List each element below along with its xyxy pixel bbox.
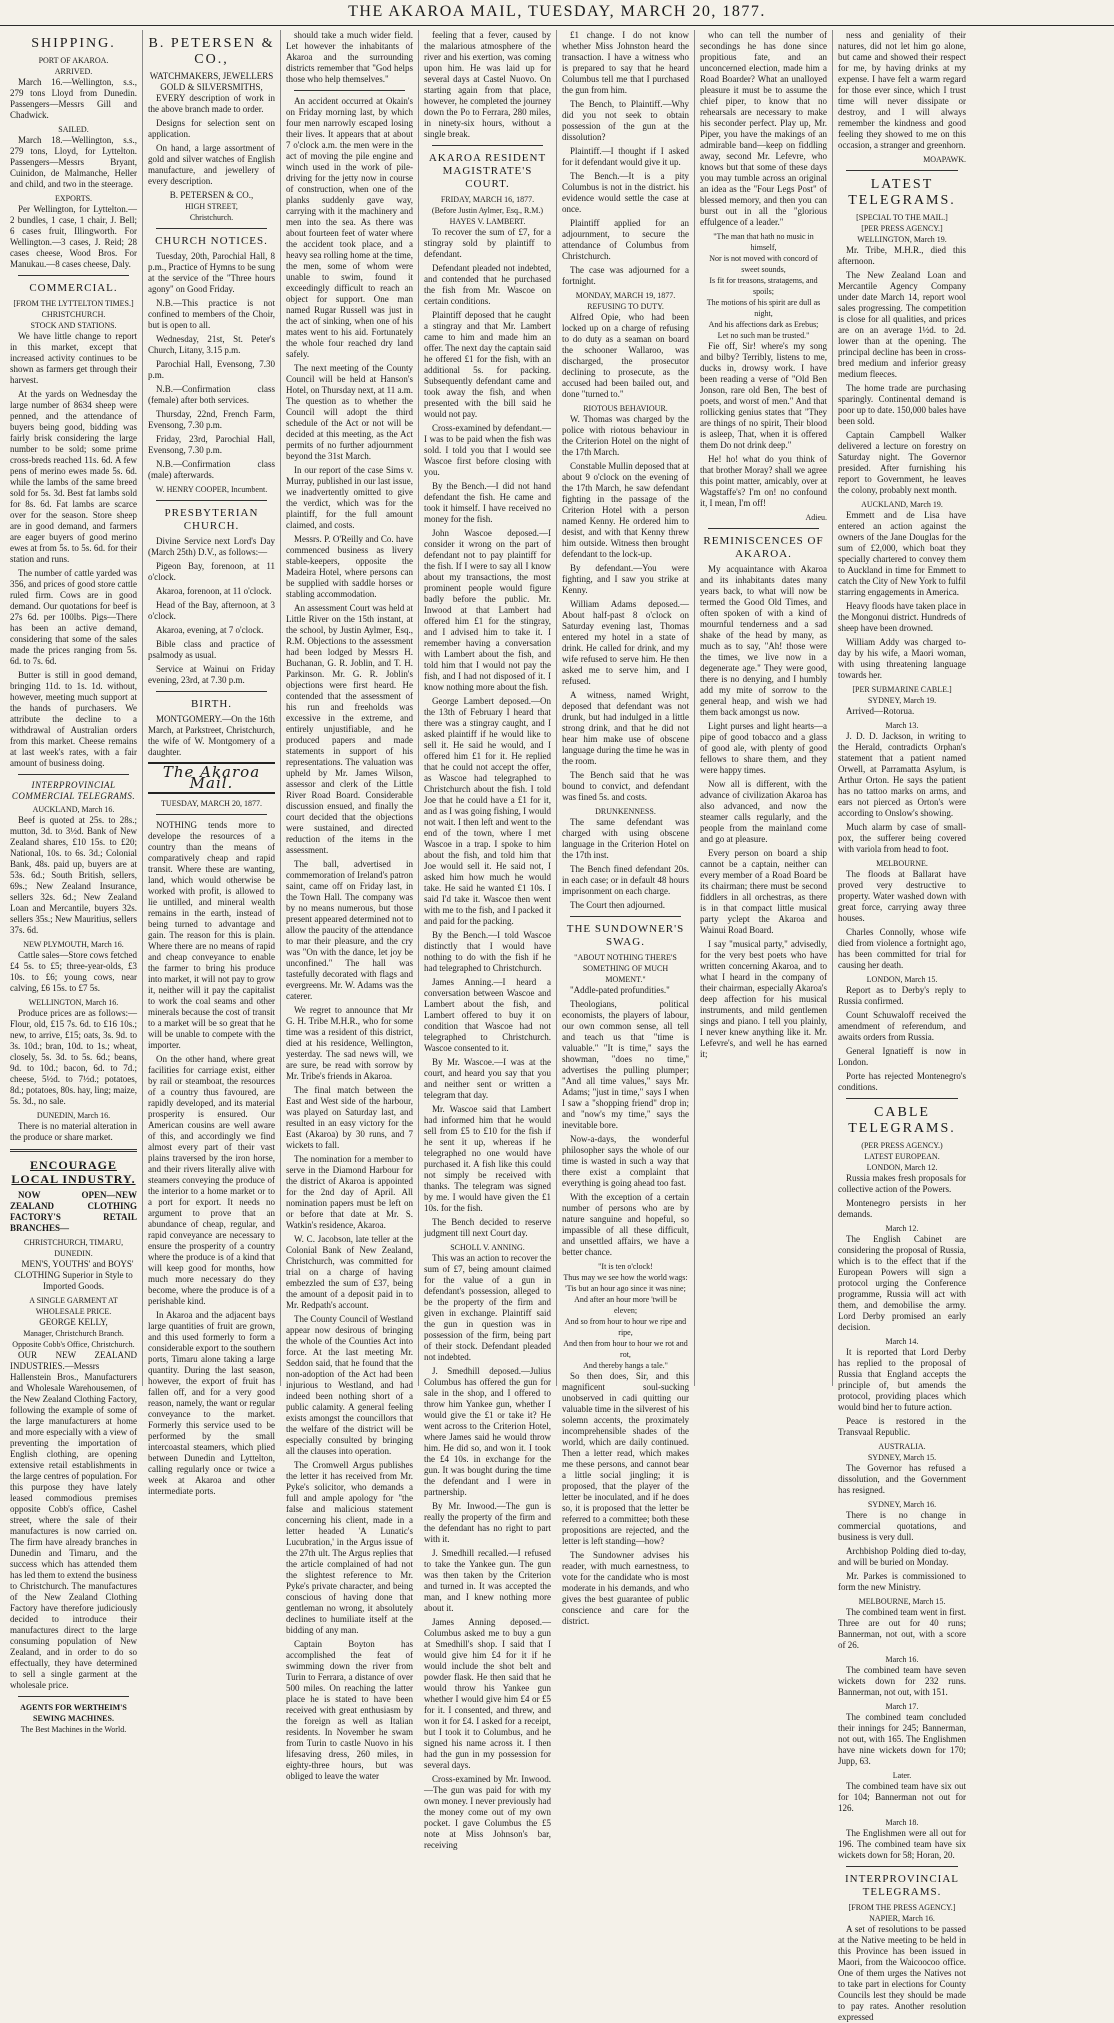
stock-text: The number of cattle yarded was 356, and prices of good store cattle ruled firm. Cows are in good demand. Our quotations for beef is 27s 6d. per 100lbs. Pigs—There has been an active demand, considering that some of the sales made the prices ranging from 5s. 6d. to 7s. 6d. bbox=[10, 568, 137, 666]
encourage-heading: ENCOURAGE LOCAL INDUSTRY. bbox=[11, 1158, 136, 1186]
stock-text: Butter is still in good demand, bringing 11d. to 1s. 1d. without, however, meeting much support at the hands of purchasers. We attribute the decline to a withdrawal of Australian orders from this market. Cheese remains at last week's rates, with a fair amount of business doing. bbox=[10, 670, 137, 768]
masthead bbox=[0, 0, 1114, 26]
church-text: Wednesday, 21st, St. Peter's Church, Litany, 3.15 p.m. bbox=[148, 334, 275, 355]
petersen-heading: B. PETERSEN & CO., bbox=[148, 36, 275, 67]
court-text: The Bench, to Plaintiff.—Why did you not seek to obtain possession of the gun at the dissolution? bbox=[562, 99, 689, 142]
column-6 bbox=[695, 30, 833, 1386]
clothing-line: MEN'S, YOUTHS' and BOYS' CLOTHING Superior in Style to Imported Goods. bbox=[14, 1259, 134, 1291]
shipping-heading: SHIPPING. bbox=[31, 36, 116, 51]
telegram-source: [PER SUBMARINE CABLE.] bbox=[852, 685, 952, 694]
court-date: MONDAY, MARCH 19, 1877. bbox=[575, 291, 676, 300]
column-5 bbox=[557, 30, 695, 1626]
factory-advert: NOW OPEN—NEW ZEALAND CLOTHING FACTORY'S RETAIL BRANCHES— bbox=[10, 1190, 137, 1233]
court-text: By Mr. Wascoe.—I was at the court, and heard you say that you and neither sent or written a telegram that day. bbox=[424, 1057, 551, 1100]
manager-address: Opposite Cobb's Office, Christchurch. bbox=[12, 1340, 135, 1349]
telegram-text: Archbishop Polding died to-day, and will be buried on Monday. bbox=[838, 1546, 966, 1567]
interprovincial-heading: INTERPROVINCIAL TELEGRAMS. bbox=[845, 1873, 959, 1898]
telegram-source: [PER PRESS AGENCY.] bbox=[861, 224, 943, 233]
paper-date: TUESDAY, MARCH 20, 1877. bbox=[161, 799, 262, 808]
market-text: There is no material alteration in the produce or share market. bbox=[10, 1121, 137, 1142]
swag-heading: THE SUNDOWNER'S SWAG. bbox=[566, 923, 685, 948]
court-text: The Bench said that he was bound to convict, and defendant was fined 5s. and costs. bbox=[562, 770, 689, 802]
dateline: MELBOURNE. bbox=[876, 859, 928, 868]
paper-nameplate: The Akaroa Mail. bbox=[148, 762, 275, 794]
petersen-text: On hand, a large assortment of gold and silver watches of English manufacture, and jewellery of every description. bbox=[148, 143, 275, 186]
dateline: AUCKLAND, March 19. bbox=[861, 500, 943, 509]
column-3 bbox=[281, 30, 419, 1781]
columns bbox=[5, 30, 1109, 2022]
poem-line: And so from hour to hour we ripe and ripe, bbox=[564, 1317, 687, 1337]
poem-line: Nor is not moved with concord of sweet sounds, bbox=[709, 254, 818, 274]
telegram-text: The combined team have six out for 104; Bannerman not out for 126. bbox=[838, 1781, 966, 1813]
telegram-text: It is reported that Lord Derby has replied to the proposal of Russia that England accepts the principle of, but amends the protocol, providing places which would bind her to future action. bbox=[838, 1347, 966, 1412]
petersen-city: Christchurch. bbox=[189, 213, 234, 222]
petersen-signature: B. PETERSEN & CO., bbox=[169, 190, 254, 200]
presbyterian-heading: PRESBYTERIAN CHURCH. bbox=[164, 507, 259, 532]
court-text: £1 change. I do not know whether Miss Johnston heard the transaction. I have a witness who is prepared to say that he heard Columbus tell me that I purchased the gun from him. bbox=[562, 30, 689, 95]
telegram-text: The combined team have seven wickets down for 232 runs. Bannerman, not out, with 151. bbox=[838, 1665, 966, 1697]
dateline: WELLINGTON, March 19. bbox=[857, 235, 947, 244]
news-item: An assessment Court was held at Little River on the 15th instant, at the school, by Justin Aylmer, Esq., R.M. Objections to the assessment had been lodged by Messrs H. Buchanan, G. R. Joblin, and T. H. Parkinson. Mr. G. R. Joblin's objections were first heard. He contended that the assessment of his run and freeholds was excessive in the extreme, and entirely unjustifiable, and he produced papers and made statements in support of his representations. The valuation was upheld by Mr. James Wilson, assessor and clerk of the Little River Road Board. Considerable discussion ensued, and finally the court decided that the objections were sustained, and directed reduction of the items in the assessment. bbox=[286, 603, 413, 855]
telegram-text: The English Cabinet are considering the proposal of Russia, which is to the effect that if the European Powers will sign a protocol urging the Conference programme, Russia will act with them, and demobilise the army. Lord Derby promised an early decision. bbox=[838, 1234, 966, 1332]
telegram-text: William Addy was charged to-day by his wife, a Maori woman, with using threatening language towards her. bbox=[838, 637, 966, 680]
church-text: N.B.—This practice is not confined to members of the Choir, but is open to all. bbox=[148, 298, 275, 330]
telegram-text: Montenegro persists in her demands. bbox=[838, 1198, 966, 1219]
news-item: An accident occurred at Okain's on Friday morning last, by which four men narrowly escaped losing their lives. It appears that at about 7 o'clock a.m. the men were in the act of moving the pile engine and winch used in the work of pile-driving for the jetty now in course of construction, when one of the planks suddenly gave way, carrying with it the machinery and men into the sea. As there was about fourteen feet of water where the accident took place, and a heavy sea rolling home at the time, the men, some of whom were unable to swim, found it exceedingly difficult to reach an object for support. One man named Rugar Russell was just in the act of sinking, when one of his mates went to his aid. Fortunately the whole four reached dry land safely. bbox=[286, 96, 413, 359]
dateline: March 18. bbox=[885, 1818, 919, 1827]
port-heading: PORT OF AKAROA. bbox=[38, 56, 109, 65]
divider bbox=[570, 916, 681, 917]
dateline: SYDNEY, March 16. bbox=[867, 1500, 937, 1509]
commercial-heading: COMMERCIAL. bbox=[29, 282, 118, 294]
news-item: Messrs. P. O'Reilly and Co. have commenced business as livery stable-keepers, opposite the Madeira Hotel, where persons can be supplied with saddle horses or stabling accommodation. bbox=[286, 534, 413, 599]
news-item: The next meeting of the County Council will be held at Hanson's Hotel, on Thursday next, at 11 a.m. The question as to whether the Council will adopt the third schedule of the Act or not will be decided at this meeting, as the Act permits of no further adjournment beyond the 31st March. bbox=[286, 363, 413, 461]
agents-heading: AGENTS FOR WERTHEIM'S SEWING MACHINES. bbox=[20, 1703, 127, 1723]
australia-heading: AUSTRALIA. bbox=[878, 1442, 926, 1451]
telegram-text: Much alarm by case of small-pox, the sufferer being covered with variola from head to foot. bbox=[838, 822, 966, 854]
dateline: LONDON, March 12. bbox=[866, 1163, 938, 1172]
news-item: In our report of the case Sims v. Murray, published in our last issue, we inadvertently omitted to give the verdict, which was for the plaintiff, for the full amount claimed, and costs. bbox=[286, 465, 413, 530]
court-text: By defendant.—You were fighting, and I saw you strike at Kenny. bbox=[562, 563, 689, 595]
dateline: March 16. bbox=[885, 1655, 919, 1664]
case-title: SCHOLL V. ANNING. bbox=[450, 1243, 525, 1252]
latest-telegrams-heading: LATEST TELEGRAMS. bbox=[848, 177, 956, 208]
court-text: J. Smedhill recalled.—I refused to take the Yankee gun. The gun was then taken by the Criterion and turned in. It was accepted the man, and I knew nothing more about it. bbox=[424, 1548, 551, 1613]
presbyterian-text: Divine Service next Lord's Day (March 25th) D.V., as follows:— bbox=[148, 536, 275, 557]
presbyterian-text: Bible class and practice of psalmody as usual. bbox=[148, 639, 275, 660]
divider bbox=[846, 1866, 958, 1867]
case-title: HAYES V. LAMBERT. bbox=[449, 217, 526, 226]
wholesale-line: A SINGLE GARMENT AT WHOLESALE PRICE. bbox=[29, 1296, 118, 1316]
presbyterian-text: Akaroa, evening, at 7 o'clock. bbox=[156, 625, 264, 635]
court-text: George Lambert deposed.—On the 13th of February I heard that there was a stingray caught, and I asked plaintiff if he would like to sell it. He said he would, and I offered him £1 for it. He replied that he could not accept the offer, as Wascoe had telegraphed to Christchurch about the fish. I told Joe that he could have a £1 for it, and as I was going fishing, I would not wait. I then left and went to the end of the town, where I met Wascoe in a trap. I spoke to him about the fish, and told him that Joe would sell it. He said not, I asked him how much he would take. He said he wanted £1 10s. I said I'd take it. Wascoe then went with me to the fish, and I packed it and paid for the packing. bbox=[424, 696, 551, 926]
reminiscences-text: Now all is different, with the advance of civilization Akaroa has also advanced, and now the steamer calls regularly, and the people from the mainland come and go at pleasure. bbox=[700, 779, 827, 844]
poem-line: 'Tis but an hour ago since it was nine; bbox=[565, 1284, 686, 1293]
telegram-text: The Englishmen were all out for 196. The combined team have six wickets down for 58; Horan, 20. bbox=[838, 1828, 966, 1860]
telegram-text: Heavy floods have taken place in the Mongonui district. Hundreds of sheep have been drowned. bbox=[838, 601, 966, 633]
telegram-text: Emmett and de Lisa have entered an action against the owners of the Jane Douglas for the sum of £2,000, which boat they specially chartered to convey them to Auckland in time for Emmett to catch the City of New York to fulfil starring engagements in America. bbox=[838, 510, 966, 597]
presbyterian-text: Head of the Bay, afternoon, at 3 o'clock. bbox=[148, 600, 275, 621]
court-text: A witness, named Wright, deposed that defendant was not drunk, but had indulged in a little strong drink, and that he did not hear him make use of obscene language during the time he was in the room. bbox=[562, 690, 689, 766]
court-before: (Before Justin Aylmer, Esq., R.M.) bbox=[431, 206, 544, 215]
court-text: Cross-examined by Mr. Inwood.—The gun was paid for with my own money. I never previously had the money come out of my own pocket. I gave Columbus the £5 note at Miss Johnson's bar, receiving bbox=[424, 1774, 551, 1850]
market-text: Beef is quoted at 25s. to 28s.; mutton, 3d. to 3½d. Bank of New Zealand shares, £10 15s. to £20; National, 10s. to 6s. 3d.; Colonial Bank, 48s. paid up, buyers are at 53s. 6d.; South British, sellers, 69s.; New Zealand Insurance, sellers 32s. 6d.; New Zealand Loan and Mercantile, buyers 32s. sellers 35s.; New Mauritius, sellers 37s. 6d. bbox=[10, 815, 137, 935]
telegram-text: The combined team concluded their innings for 245; Bannerman, not out, with 165. The Englishmen have nine wickets down for 170; Jupp, 63. bbox=[838, 1712, 966, 1766]
telegram-text: A set of resolutions to be passed at the Native meeting to be held in this Province has been issued in Maori, from the Waicoocoo office. One of them urges the Natives not to take part in elections for County Councils lest they should be made to pay rates. Another resolution expressed bbox=[838, 1924, 966, 2022]
telegram-source: [SPECIAL TO THE MAIL.] bbox=[856, 213, 948, 222]
court-text: James Anning deposed.—Columbus asked me to buy a gun at Smedhill's shop. I said that I would give him £4 for it if he would include the shot belt and powder flask. He then said that he would throw his Yankee gun whether I would give him £4 or £5 for it. I consented, and threw, and won it for £4. I asked for a receipt, but I took it to Columbus, and he signed his name across it. I then had the gun in my possession for several days. bbox=[424, 1617, 551, 1770]
petersen-sub: WATCHMAKERS, JEWELLERS GOLD & SILVERSMITHS, bbox=[149, 71, 274, 92]
court-heading: AKAROA RESIDENT MAGISTRATE'S COURT. bbox=[428, 152, 547, 190]
telegram-text: Mr. Tribe, M.H.R., died this afternoon. bbox=[838, 245, 966, 266]
column-4 bbox=[419, 30, 557, 1850]
petersen-text: EVERY description of work in the above branch made to order. bbox=[148, 93, 275, 114]
commercial-source: [FROM THE LYTTELTON TIMES.] bbox=[13, 299, 134, 308]
swag-subheading: "ABOUT NOTHING THERE'S SOMETHING OF MUCH MOMENT." bbox=[574, 953, 677, 984]
telegram-text: Mr. Parkes is commissioned to form the new Ministry. bbox=[838, 1571, 966, 1592]
presbyterian-text: Service at Wainui on Friday evening, 23rd, at 7.30 p.m. bbox=[148, 664, 275, 685]
dateline: DUNEDIN, March 16. bbox=[36, 1111, 111, 1120]
court-text: John Wascoe deposed.—I consider it wrong on the part of defendant not to pay plaintiff for the fish. If I were to say all I know about my transactions, the most prominent people would figure badly before the public. Mr. Inwood at that Lambert had offered him £1 for the stingray, and I advised him to take it. I remember having a conversation with Lambert about the fish, and told him that I would not pay the fish, and I had not disposed of it. I know nothing more about the fish. bbox=[424, 528, 551, 692]
news-item: We regret to announce that Mr G. H. Tribe M.H.R., who for some time was a resident of this district, died at his residence, Wellington, yesterday. The sad news will, we are sure, be read with sorrow by Mr. Tribe's friends in Akaroa. bbox=[286, 1005, 413, 1081]
court-text: The Bench.—It is a pity Columbus is not in the district. his evidence would settle the case at once. bbox=[562, 171, 689, 214]
exports-text: Per Wellington, for Lyttelton.—2 bundles, 1 case, 1 chair, J. Bell; 6 cases fruit, Illingworth. For Wellington.—3 cases, J. Reid; 28 cases cheese, Wood Bros. For Manukau.—8 cases cheese, Daly. bbox=[10, 204, 137, 269]
news-item: The final match between the East and West side of the harbour, was played on Saturday last, and resulted in an easy victory for the East (Akaroa) by 30 runs, and 7 wickets to fall. bbox=[286, 1085, 413, 1150]
petersen-text: Designs for selection sent on application. bbox=[148, 118, 275, 139]
stock-text: At the yards on Wednesday the large number of 8634 sheep were penned, and the attendance of buyers being good, bidding was fairly brisk considering the large number to be sold; some prime cross-breds reached 11s. 6d. A few pens of merino ewes made 5s. 6d. while the lambs of the same breed sold for 5s. 3d. Best fat lambs sold for 8s. 6d. Fat lambs are scarce over for the season. Store sheep are in good demand, and farmers are eager buyers of good merino ewes at from 5s. to 5s. 6d. for their station and runs. bbox=[10, 389, 137, 564]
swag-text: Theologians, political economists, the players of labour, our own common sense, all tell and teach us that "time is valuable." "It is time," says the showman, "does no time," advertises the pulling plumper; "And all time values," says Mr. Adams; "just in time," says I when I saw a "shopping friend" drop in; and "now's my time," says the inevitable bore. bbox=[562, 999, 689, 1130]
divider bbox=[156, 691, 267, 692]
column-7 bbox=[833, 30, 971, 2022]
court-text: The same defendant was charged with using obscene language in the Criterion Hotel on the 17th inst. bbox=[562, 817, 689, 860]
poem-line: Let no such man be trusted." bbox=[717, 331, 810, 340]
poem-line: And then from hour to hour we rot and rot, bbox=[563, 1339, 688, 1359]
poem-line: Is fit for treasons, stratagems, and spoils; bbox=[709, 276, 818, 296]
divider bbox=[10, 1149, 137, 1152]
poem-line: And his affections dark as Erebus; bbox=[708, 320, 819, 329]
stock-heading: STOCK AND STATIONS. bbox=[30, 321, 117, 330]
dateline: SYDNEY, March 19. bbox=[867, 696, 937, 705]
manager-role: Manager, Christchurch Branch. bbox=[23, 1329, 124, 1338]
reminiscences-text: Every person on board a ship cannot be a captain, neither can every member of a Road Board be its chairman; there must be second fiddlers in all orchestras, as there is in that compact little musical party yclept the Akaroa and Wainui Road Board. bbox=[700, 848, 827, 935]
swag-text: "Addle-pated profundities." bbox=[570, 985, 670, 995]
telegram-text: There is no change in commercial quotations, and business is very dull. bbox=[838, 1510, 966, 1542]
manager-name: GEORGE KELLY, bbox=[39, 1317, 108, 1327]
intercolonial-heading: INTERPROVINCIAL COMMERCIAL TELEGRAMS. bbox=[11, 780, 136, 801]
divider bbox=[18, 774, 129, 775]
poem-line: "It is ten o'clock! bbox=[598, 1262, 653, 1271]
news-item: Captain Boyton has accomplished the feat of swimming down the river from Turin to Ferrara, a distance of over 500 miles. On reaching the latter place he is stated to have been received with great enthusiasm by the foreign as well as Italian residents. In November he swam from Turin to castle Nuovo in his lifesaving dress, 260 miles, in eighty-three hours, but was obliged to leave the water bbox=[286, 1639, 413, 1781]
divider bbox=[846, 1098, 958, 1099]
divider bbox=[18, 275, 129, 276]
telegram-text: Count Schuwaloff received the amendment of referendum, and awaits orders from Russia. bbox=[838, 1010, 966, 1042]
court-text: Constable Mullin deposed that at about 9 o'clock on the evening of the 17th March, he saw defendant fighting in the passage of the Criterion Hotel with a person named Kenny. He ordered him to desist, and with that Kenny threw him outside. Witness then brought defendant to the lock-up. bbox=[562, 461, 689, 559]
poem-line: The motions of his spirit are dull as night, bbox=[706, 298, 821, 318]
telegram-text: Arrived—Rotorua. bbox=[846, 706, 915, 716]
court-text: Plaintiff deposed that he caught a stingray and that Mr. Lambert came to him and made him an offer. The next day the captain said he offered £1 for the fish, with an additional 5s. for packing. Subsequently defendant came and took away the fish, and when presented with the bill said he would not pay. bbox=[424, 310, 551, 419]
presbyterian-text: Akaroa, forenoon, at 11 o'clock. bbox=[156, 586, 272, 596]
petersen-address: HIGH STREET, bbox=[185, 202, 238, 211]
telegram-source: [FROM THE PRESS AGENCY.] bbox=[848, 1903, 956, 1912]
news-item: The nomination for a member to serve in the Diamond Harbour for the district of Akaroa is appointed for the 2nd day of April. All nomination papers must be left on or before that date at Mr. S. Watkin's residence, Akaroa. bbox=[286, 1154, 413, 1230]
telegram-text: The combined team went in first. Three are out for 40 runs; Bannerman, not out, with a score of 26. bbox=[838, 1607, 966, 1650]
market-text: Produce prices are as follows:—Flour, old, £15 7s. 6d. to £16 10s.; new, to arrive, £15; oats, 3s. 9d. to 3s. 10d.; bran, 10d. to 1s.; wheat, closely, 5s. 3d. to 5s. 6d.; beans, 9d. to 10d.; bacon, 6d. to 7d.; cheese, 5½d. to 7½d.; potatoes, 8d.; potatoes, 80s. hay, ling; maize, 5s. 3d., no sale. bbox=[10, 1008, 137, 1106]
case-title: RIOTOUS BEHAVIOUR. bbox=[583, 404, 668, 413]
arrived-heading: ARRIVED. bbox=[54, 67, 93, 76]
leader-text: NOTHING tends more to develope the resources of a country than the means of comparatively cheap and rapid transit. Where these are wanting, land, which would otherwise be worked with profit, is allowed to lie untilled, and mineral wealth remains in the earth, instead of being turned to advantage and gain. The reason for this is plain. Where there are no means of rapid and cheap conveyance to enable the farmer to bring his produce into market, it will not pay to grow it, neither will it pay the capitalist to work the coal seams and other minerals because the cost of transit to a market will be so great that he will be unable to compete with the importer. bbox=[148, 820, 275, 1050]
court-text: By Mr. Inwood.—The gun is really the property of the firm and the defendant has no right to part with it. bbox=[424, 1501, 551, 1544]
dateline: WELLINGTON, March 16. bbox=[28, 998, 119, 1007]
swag-text: who can tell the number of secondings he has done since propitious fate, and an unconcerned election, made him a Road Boarder? What an unalloyed pleasure it must be to assume the chief piper, to know that no rehearsals are necessary to make his seconder perfect. Play up, Mr. Piper, you have the makings of an admirable band—keep on fiddling away, second Mr. Lefevre, who knows but that some of these days you may tumble across an original an idea as the "Four Legs Post" of blessed memory, and then you can burst out in all the "glorious effulgence of a leader." bbox=[700, 30, 827, 227]
telegram-text: Peace is restored in the Transvaal Republic. bbox=[838, 1416, 966, 1437]
factory-places: CHRISTCHURCH, TIMARU, DUNEDIN. bbox=[23, 1238, 124, 1258]
court-text: Alfred Opie, who had been locked up on a charge of refusing to do duty as a seaman on board the schooner Wallaroo, was discharged, the prosecutor declining to prosecute, as the accused had been bailed out, and done "turned to." bbox=[562, 312, 689, 399]
dateline: AUCKLAND, March 16. bbox=[32, 805, 115, 814]
court-text: James Anning.—I heard a conversation between Wascoe and Lambert about the fish, and Lambert offered to buy it on condition that Wascoe had not telegraphed to Christchurch. Wascoe consented to it. bbox=[424, 977, 551, 1053]
factory-text: OUR NEW ZEALAND INDUSTRIES.—Messrs Hallenstein Bros., Manufacturers and Wholesale Warehousemen, of the New Zealand Clothing Factory, following the example of some of the large manufacturers at home and more especially with a view of preventing the importation of English clothing, are opening extensive retail establishments in the large centres of population. For this purpose they have lately leased commodious premises opposite Cobb's office, Cashel street, where the sale of their manufactures is now carried on. The firm have already branches in Dunedin and Timaru, and the success which has attended them has led them to extend the business to Christchurch. The manufactures of the New Zealand Clothing Factory have therefore judiciously decided to introduce their manufactures direct to the large consuming population of New Zealand, and in order to do so effectually, they have determined to sell a single garment at the wholesale price. bbox=[10, 1350, 137, 1690]
swag-text: Now-a-days, the wonderful philosopher says the whole of our time is wasted in such a way that there exist a complaint that everything is going ahead too fast. bbox=[562, 1134, 689, 1188]
court-text: To recover the sum of £7, for a stingray sold by plaintiff to defendant. bbox=[424, 227, 551, 259]
telegram-text: J. D. D. Jackson, in writing to the Herald, contradicts Orphan's statement that a patient named Orwell, at Parramatta Asylum, is Arthur Orton. He says the patient has no tattoo marks on arms, and ears not pierced as Orton's were according to Onslow's showing. bbox=[838, 731, 966, 818]
court-text: Cross-examined by defendant.—I was to be paid when the fish was sold. I told you that I would see Wascoe first before closing with you. bbox=[424, 423, 551, 477]
divider bbox=[708, 528, 819, 529]
divider bbox=[156, 500, 267, 501]
court-text: The Bench fined defendant 20s. in each case; or in default 48 hours imprisonment on each charge. bbox=[562, 864, 689, 896]
reminiscences-signature: MOAPAWK. bbox=[923, 155, 966, 164]
reminiscences-text: ness and geniality of their natures, did not let him go alone, but came and showed their respect for me, by having drinks at my expense. I have felt a warm regard for those ever since, which I trust time will never dissipate or destroy, and I will always remember the kindness and good feeling they showed to me on this occasion, a stranger and greenhorn. bbox=[838, 30, 966, 150]
poem-line: And thereby hangs a tale." bbox=[583, 1361, 668, 1370]
sailed-text: March 18.—Wellington, s.s., 279 tons, Lloyd, for Lyttelton. Passengers—Messrs Bryant, Cuinidon, de Malmanche, Heller and child, and two in the steerage. bbox=[10, 135, 137, 189]
telegram-text: Charles Connolly, whose wife died from violence a fortnight ago, has been committed for trial for causing her death. bbox=[838, 927, 966, 970]
poem-line: "The man that hath no music in himself, bbox=[713, 232, 814, 252]
dateline: March 13. bbox=[885, 721, 919, 730]
telegram-text: The home trade are purchasing sparingly. Continental demand is poor up to date. 150,000 bales have been sold. bbox=[838, 383, 966, 426]
telegram-text: The floods at Ballarat have proved very destructive to property. Water washed down with great force, carrying away three houses. bbox=[838, 869, 966, 923]
church-text: Friday, 23rd, Parochial Hall, Evensong, 7.30 p.m. bbox=[148, 434, 275, 455]
divider bbox=[156, 228, 267, 229]
reminiscences-heading: REMINISCENCES OF AKAROA. bbox=[703, 535, 824, 560]
church-heading: CHURCH NOTICES. bbox=[155, 235, 268, 247]
church-text: N.B.—Confirmation class (female) after both services. bbox=[148, 384, 275, 405]
court-text: By the Bench.—I did not hand defendant the fish. He came and took it himself. I have received no money for the fish. bbox=[424, 481, 551, 524]
divider bbox=[294, 90, 405, 91]
divider bbox=[156, 814, 267, 815]
dateline: LONDON, March 15. bbox=[866, 975, 938, 984]
swag-text: Fie off, Sir! where's my song and bilby? Terribly, listens to me, ducks in, drowsy work. I have been reading a verse of "Old Ben Jonson, rare old Ben, The best of poets, and worst of men." And that rollicking genius states that "They are things of no spirit, Their blood is asleep, That, when it is offered them Do not drink deep." bbox=[700, 341, 827, 450]
court-text: Plaintiff applied for an adjournment, to secure the attendance of Columbus from Christchurch. bbox=[562, 218, 689, 261]
telegram-text: Captain Campbell Walker delivered a lecture on forestry on Saturday night. The Governor presided. After furnishing his report to Government, he leaves the colony, probably next month. bbox=[838, 430, 966, 495]
telegram-source: (PER PRESS AGENCY.) bbox=[861, 1141, 943, 1150]
market-text: Cattle sales—Store cows fetched £4 5s. to £5; three-year-olds, £3 10s. to £6; young cows, near calving, £6 15s. to £7 5s. bbox=[10, 950, 137, 993]
dateline: SYDNEY, March 15. bbox=[867, 1453, 937, 1462]
swag-text: He! ho! what do you think of that brother Moray? shall we agree this point matter, amicably, over at Wagstaffe's? I'm on! no confound it, I mean, I'm off! bbox=[700, 454, 827, 508]
dateline: NAPIER, March 16. bbox=[869, 1914, 935, 1923]
church-text: Parochial Hall, Evensong, 7.30 p.m. bbox=[148, 359, 275, 380]
christchurch-heading: CHRISTCHURCH. bbox=[41, 310, 106, 319]
news-item: feeling that a fever, caused by the malarious atmosphere of the river and his exertion, was coming upon him. He was laid up for several days at Castel Nuovo. On starting again from that place, however, he completed the journey down the Po to Ferrara, 280 miles, in ninety-six hours, without a single break. bbox=[424, 30, 551, 139]
court-text: Plaintiff.—I thought if I asked for it defendant would give it up. bbox=[562, 146, 689, 167]
birth-text: MONTGOMERY.—On the 16th March, at Parkstreet, Christchurch, the wife of W. Montgomery of a daughter. bbox=[148, 714, 275, 757]
court-text: The Bench decided to reserve judgment till next Court day. bbox=[424, 1217, 551, 1238]
court-text: W. Thomas was charged by the police with riotous behaviour in the Criterion Hotel on the night of the 17th March. bbox=[562, 414, 689, 457]
dateline: NEW PLYMOUTH, March 16. bbox=[23, 940, 124, 949]
dateline: March 14. bbox=[885, 1337, 919, 1346]
masthead-title: THE AKAROA MAIL, TUESDAY, MARCH 20, 1877. bbox=[348, 3, 766, 20]
dateline: MELBOURNE, March 15. bbox=[858, 1597, 946, 1606]
news-item: The ball, advertised in commemoration of Ireland's patron saint, came off on Friday last, in the Town Hall. The company was by no means numerous, but those present appeared determined not to allow the paucity of the attendance to mar their pleasure, and the cry was "On with the dance, let joy be unconfined." The hall was tastefully decorated with flags and evergreens. Mr. W. Adams was the caterer. bbox=[286, 859, 413, 1001]
church-text: Tuesday, 20th, Parochial Hall, 8 p.m., Practice of Hymns to be sung at the service of the "Three hours agony" on Good Friday. bbox=[148, 251, 275, 294]
reminiscences-text: Light purses and light hearts—a pipe of good tobacco and a glass of good ale, with plenty of good fellows to share them, and they were happy times. bbox=[700, 721, 827, 775]
exports-heading: EXPORTS. bbox=[54, 194, 93, 203]
reminiscences-text: My acquaintance with Akaroa and its inhabitants dates many years back, to what will now be termed the Good Old Times, and often spoken of with a kind of mournful tenderness and a sad shake of the head by many, as much as to say, "Ah! those were the times, we live now in a degenerate age." They were good, there is no denying, and I humbly add my mite of sorrow to the general heap, and wish we had them back amongst us now. bbox=[700, 564, 827, 717]
dateline: March 17. bbox=[885, 1702, 919, 1711]
telegram-text: The Governor has refused a dissolution, and the Government has resigned. bbox=[838, 1463, 966, 1495]
church-text: N.B.—Confirmation class (male) afterwards. bbox=[148, 459, 275, 480]
telegram-text: General Ignatieff is now in London. bbox=[838, 1046, 966, 1067]
agents-sub: The Best Machines in the World. bbox=[20, 1725, 127, 1734]
court-text: The Court then adjourned. bbox=[570, 900, 665, 910]
divider bbox=[846, 170, 958, 171]
court-text: William Adams deposed.—About half-past 8 o'clock on Saturday evening last, Thomas entered my hotel in a state of drink. He called for drink, and my wife refused to serve him. He then asked me to serve him, and I refused. bbox=[562, 599, 689, 686]
reminiscences-text: I say "musical party," advisedly, for the very best poets who have written concerning Akaroa, and to what I heard in the company of their chairman, especially Akaroa's deep affection for his musical instruments, and mild gentlemen sings and piano. I tell you plainly, I never knew anything like it. Mr. Lefevre's, and well he has earned it; bbox=[700, 939, 827, 1059]
column-1 bbox=[5, 30, 143, 1734]
news-item: The County Council of Westland appear now desirous of bringing the whole of the Counties Act into force. At the last meeting Mr. Seddon said, that he found that the non-adoption of the Act had been injurious to Westland, and had indeed been nothing short of a public calamity. A general feeling exists amongst the councillors that the welfare of the district will be especially consulted by bringing all the clauses into operation. bbox=[286, 1314, 413, 1456]
court-date: FRIDAY, MARCH 16, 1877. bbox=[440, 195, 535, 204]
court-text: This was an action to recover the sum of £7, being amount claimed for the value of a gun in defendant's possession, alleged to be the property of the firm and given in exchange. Plaintiff said the gun in question was in possession of the firm, being part of their stock. Defendant pleaded not indebted. bbox=[424, 1253, 551, 1362]
swag-text: The Sundowner advises his reader, with much earnestness, to vote for the candidate who is most moderate in his demands, and who gives the best guarantee of public conscience and care for the district. bbox=[562, 1550, 689, 1626]
column-2 bbox=[143, 30, 281, 1496]
court-text: Defendant pleaded not indebted, and contended that he purchased the fish from Mr. Wascoe on certain conditions. bbox=[424, 263, 551, 306]
case-title: DRUNKENNESS. bbox=[595, 807, 656, 816]
poem-line: And after an hour more 'twill be eleven; bbox=[574, 1295, 677, 1315]
leader-continued: should take a much wider field. Let however the inhabitants of Akaroa and the surrounding districts remember that "God helps those who help themselves." bbox=[286, 30, 413, 84]
divider bbox=[432, 145, 543, 146]
news-item: The Cromwell Argus publishes the letter it has received from Mr. Pyke's solicitor, who demands a full and ample apology for "the false and malicious statement concerning his client, made in a letter headed 'A Lunatic's Lucubration,' in the Argus issue of the 27th ult. The Argus replies that the article complained of had not the slightest reference to Mr. Pyke's private character, and being conscious of having done that gentleman no wrong, it absolutely declines to humiliate itself at the bidding of any man. bbox=[286, 1460, 413, 1635]
swag-signature: Adieu. bbox=[805, 513, 827, 522]
swag-text: With the exception of a certain number of persons who are by nature sanguine and hopeful, so impassible of all these difficult, and unsettled affairs, we have a better chance. bbox=[562, 1192, 689, 1257]
court-text: J. Smedhill deposed.—Julius Columbus has offered the gun for sale in the shop, and I offered to throw him Yankee gun, whether I would give the £1 or take it? He went across to the Criterion Hotel, where James said he would throw him. He did so, and won it. I took the £4 10s. in exchange for the gun. It was bought during the time the defendant and I were in partnership. bbox=[424, 1366, 551, 1497]
arrived-text: March 16.—Wellington, s.s., 279 tons Lloyd from Dunedin. Passengers—Messrs Gill and Chadwick. bbox=[10, 77, 137, 120]
divider bbox=[18, 1696, 129, 1697]
telegram-text: Porte has rejected Montenegro's conditions. bbox=[838, 1071, 966, 1092]
latest-european-heading: LATEST EUROPEAN. bbox=[864, 1152, 940, 1161]
case-title: REFUSING TO DUTY. bbox=[587, 302, 664, 311]
court-text: The case was adjourned for a fortnight. bbox=[562, 265, 689, 286]
swag-text: So then does, Sir, and this magnificent soul-sucking unobserved in cadi quitting our valuable time in the silverest of his solemn accents, the proximately incomprehensible shades of the world, which are daily continued. Then a letter read, which makes me these persons, and cannot bear a little social jingling; it is proposed, that the player of the letter be inoculated, and if he does so, it is proposed that the letter be referred to a committee; both these propositions are rejected, and the letter is left standing—how? bbox=[562, 1371, 689, 1546]
court-text: By the Bench.—I told Wascoe distinctly that I would have nothing to do with the fish if he had telegraphed to Christchurch. bbox=[424, 930, 551, 973]
leader-text: In Akaroa and the adjacent bays large quantities of fruit are grown, and this used formerly to form a considerable export to the southern ports, Timaru alone taking a large quantity. During the last season, however, the export of fruit has fallen off, and for a very good reason, namely, the want or regular conveyance to the market. Formerly this service used to be performed by the small intercoastal steamers, which plied between Dunedin and Lyttelton, calling regularly once or twice a week at Akaroa and other intermediate ports. bbox=[148, 1310, 275, 1496]
court-text: Mr. Wascoe said that Lambert had informed him that he would sell from £5 to £10 for the fish if he sent it up, whereas if he telegraphed no one would have purchased it. A fish like this could not simply be received with thanks. The telegram was signed by me. I would have given the £1 10s. for the fish. bbox=[424, 1104, 551, 1213]
presbyterian-text: Pigeon Bay, forenoon, at 11 o'clock. bbox=[148, 561, 275, 582]
telegram-text: Report as to Derby's reply to Russia confirmed. bbox=[838, 985, 966, 1006]
leader-text: On the other hand, where great facilities for carriage exist, either by rail or steamboat, the resources of a country thus favoured, are rapidly developed, and its material prosperity is ensured. Our American cousins are well aware of this, and accordingly we find almost every part of their vast plains traversed by the iron horse, and their rivers literally alive with steamers conveying the produce of the interior to a home market or to a port for export. It needs no argument to prove that an abundance of cheap, regular, and rapid conveyance are necessary to ensure the prosperity of a country where the produce is of a kind that will keep good for months, how much more necessary do they become, where the produce is of a perishable kind. bbox=[148, 1054, 275, 1306]
stock-text: We have little change to report in this market, except that increased activity continues to be shown as farmers get through their harvest. bbox=[10, 331, 137, 385]
sailed-heading: SAILED. bbox=[58, 125, 89, 134]
cable-telegrams-heading: CABLE TELEGRAMS. bbox=[848, 1105, 956, 1136]
poem-line: Thus may we see how the world wags: bbox=[563, 1273, 688, 1282]
dateline: Later. bbox=[892, 1771, 912, 1780]
telegram-text: The New Zealand Loan and Mercantile Agency Company under date March 14, report wool sales progressing. The competition is close for all qualities, and prices are on an average 1½d. to 2d. lower than at the opening. The principal decline has been in cross-bred medium and inferior greasy medium fleeces. bbox=[838, 270, 966, 379]
church-text: Thursday, 22nd, French Farm, Evensong, 7.30 p.m. bbox=[148, 409, 275, 430]
telegram-text: Russia makes fresh proposals for collective action of the Powers. bbox=[838, 1173, 966, 1194]
dateline: March 12. bbox=[885, 1224, 919, 1233]
church-signature: W. HENRY COOPER, Incumbent. bbox=[155, 485, 268, 494]
birth-heading: BIRTH. bbox=[190, 698, 233, 710]
news-item: W. C. Jacobson, late teller at the Colonial Bank of New Zealand, Christchurch, was committed for trial on a charge of having embezzled the sum of £37, being the amount of a deposit paid in to Mr. Redpath's account. bbox=[286, 1234, 413, 1310]
